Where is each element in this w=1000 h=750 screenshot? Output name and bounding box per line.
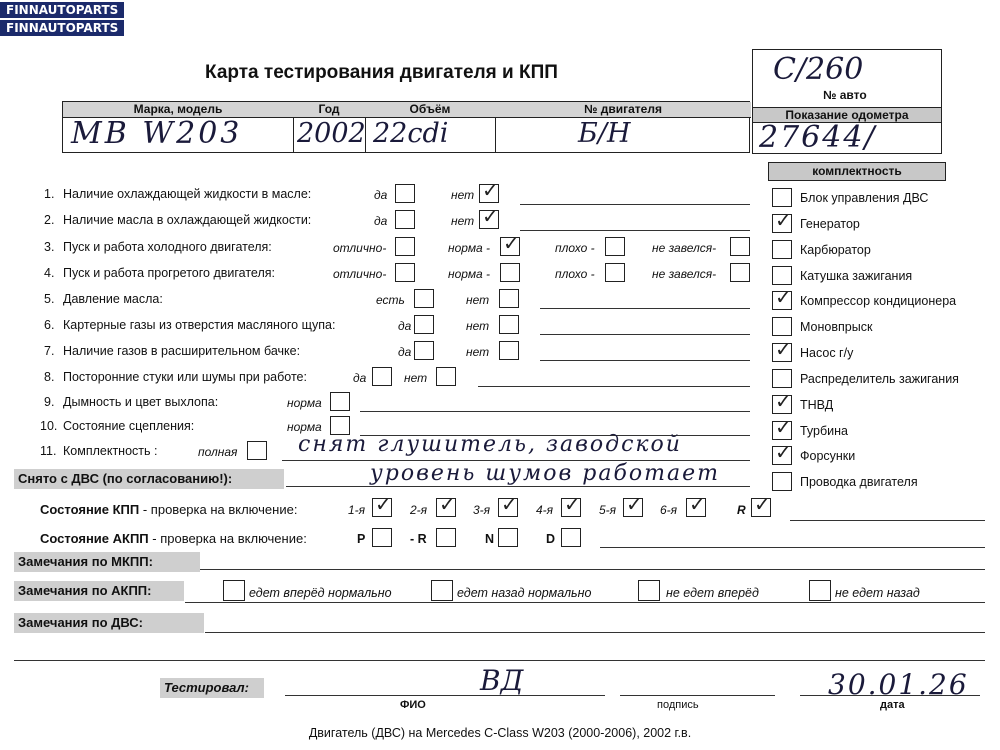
q8-opt-no-label: нет	[404, 371, 428, 385]
akpp-r-checkbox[interactable]	[436, 528, 456, 547]
akpp-forward-ok-label: едет вперёд нормально	[249, 586, 392, 600]
q2-opt-no-label: нет	[451, 214, 475, 228]
check-mark-icon: ✓	[775, 415, 792, 439]
q5-yes-checkbox[interactable]	[414, 289, 434, 308]
q5-label: Давление масла:	[63, 292, 163, 306]
q3-nostart-checkbox[interactable]	[730, 237, 750, 256]
odometer-value: 27644/	[759, 120, 877, 155]
check-mark-icon: ✓	[689, 492, 706, 516]
komplekt-ecu-checkbox[interactable]	[772, 188, 792, 207]
q9-opt-normal-label: норма	[287, 396, 322, 410]
q2-label: Наличие масла в охлаждающей жидкости:	[63, 213, 312, 227]
q6-opt-yes-label: да	[398, 319, 412, 333]
gear-3-checkbox[interactable]	[498, 492, 518, 517]
q1-opt-yes-label: да	[374, 188, 388, 202]
q4-excellent-checkbox[interactable]	[395, 263, 415, 282]
fio-label: ФИО	[400, 699, 426, 711]
komplekt-generator-label: Генератор	[800, 217, 860, 231]
akpp-d-label: D	[546, 532, 556, 546]
komplekt-wiring-label: Проводка двигателя	[800, 475, 918, 489]
q11-opt-full-label: полная	[198, 445, 238, 459]
q11-label: Комплектность :	[63, 444, 158, 458]
gear-4-checkbox[interactable]	[561, 492, 581, 517]
komplekt-tnvd-label: ТНВД	[800, 398, 834, 412]
q9-number: 9.	[44, 395, 55, 409]
komplekt-carburetor-label: Карбюратор	[800, 243, 871, 257]
akpp-d-checkbox[interactable]	[561, 528, 581, 547]
komplekt-distributor-label: Распределитель зажигания	[800, 372, 959, 386]
komplekt-wiring-checkbox[interactable]	[772, 472, 792, 491]
akpp-p-label: P	[357, 532, 366, 546]
handwritten-note-line2: уровень шумов работает	[370, 461, 720, 486]
check-mark-icon: ✓	[503, 231, 520, 255]
q9-normal-checkbox[interactable]	[330, 392, 350, 411]
document-title: Карта тестирования двигателя и КПП	[205, 62, 558, 83]
gear-3-label: 3-я	[473, 503, 491, 517]
volume-value: 22cdi	[373, 118, 449, 149]
komplekt-ps-pump-label: Насос г/у	[800, 346, 854, 360]
check-mark-icon: ✓	[775, 208, 792, 232]
komplekt-ecu-label: Блок управления ДВС	[800, 191, 929, 205]
komplekt-ps-pump-checkbox[interactable]	[772, 337, 792, 362]
akpp-reverse-ok-checkbox[interactable]	[431, 580, 453, 601]
komplekt-ac-compressor-checkbox[interactable]	[772, 285, 792, 310]
q9-label: Дымность и цвет выхлопа:	[63, 395, 219, 409]
q1-no-checkbox[interactable]	[479, 178, 499, 203]
check-mark-icon: ✓	[775, 337, 792, 361]
q11-full-checkbox[interactable]	[247, 441, 267, 460]
q3-excellent-checkbox[interactable]	[395, 237, 415, 256]
q2-opt-yes-label: да	[374, 214, 388, 228]
removed-from-dvs-label: Снято с ДВС (по согласованию!):	[14, 469, 284, 489]
check-mark-icon: ✓	[501, 492, 518, 516]
gear-1-checkbox[interactable]	[372, 492, 392, 517]
akpp-r-label: - R	[410, 532, 427, 546]
remarks-akpp-label: Замечания по АКПП:	[14, 581, 184, 601]
header-col-volume: Объём	[365, 102, 496, 118]
gear-2-label: 2-я	[410, 503, 428, 517]
q5-no-checkbox[interactable]	[499, 289, 519, 308]
date-label: дата	[880, 699, 905, 711]
kpp-label-bold: Состояние КПП	[40, 502, 140, 517]
q8-opt-yes-label: да	[353, 371, 367, 385]
watermark-logo: FINNAUTOPARTS	[0, 20, 124, 36]
q2-no-checkbox[interactable]	[479, 204, 499, 229]
check-mark-icon: ✓	[775, 440, 792, 464]
q1-number: 1.	[44, 187, 55, 201]
q4-opt-bad-label: плохо -	[555, 267, 595, 281]
komplekt-mono-injection-label: Моновпрыск	[800, 320, 873, 334]
tested-by-value: ВД	[480, 664, 524, 697]
akpp-p-checkbox[interactable]	[372, 528, 392, 547]
q8-yes-checkbox[interactable]	[372, 367, 392, 386]
q2-yes-checkbox[interactable]	[395, 210, 415, 229]
gear-1-label: 1-я	[348, 503, 366, 517]
car-number-box	[752, 49, 942, 109]
year-value: 2002	[297, 118, 366, 149]
komplekt-injectors-label: Форсунки	[800, 449, 856, 463]
q7-no-checkbox[interactable]	[499, 341, 519, 360]
q3-opt-nostart-label: не завелся-	[652, 241, 717, 255]
kpp-label-rest: - проверка на включение:	[139, 502, 298, 517]
akpp-n-checkbox[interactable]	[498, 528, 518, 547]
komplekt-generator-checkbox[interactable]	[772, 208, 792, 233]
q4-opt-nostart-label: не завелся-	[652, 267, 717, 281]
akpp-no-forward-label: не едет вперёд	[666, 586, 759, 600]
q4-bad-checkbox[interactable]	[605, 263, 625, 282]
q1-label: Наличие охлаждающей жидкости в масле:	[63, 187, 312, 201]
odometer-box	[752, 122, 942, 154]
gear-6-checkbox[interactable]	[686, 492, 706, 517]
akpp-reverse-ok-label: едет назад нормально	[457, 586, 592, 600]
q6-yes-checkbox[interactable]	[414, 315, 434, 334]
signature-label: подпись	[657, 699, 699, 711]
q7-yes-checkbox[interactable]	[414, 341, 434, 360]
engine-number-value: Б/Н	[578, 118, 631, 149]
komplekt-carburetor-checkbox[interactable]	[772, 240, 792, 259]
akpp-no-reverse-label: не едет назад	[835, 586, 920, 600]
q6-number: 6.	[44, 318, 55, 332]
gear-2-checkbox[interactable]	[436, 492, 456, 517]
q8-label: Посторонние стуки или шумы при работе:	[63, 370, 307, 384]
header-table	[62, 101, 750, 153]
komplekt-coil-label: Катушка зажигания	[800, 269, 913, 283]
q8-number: 8.	[44, 370, 55, 384]
gear-6-label: 6-я	[660, 503, 678, 517]
car-number-value: C/260	[773, 52, 864, 87]
q3-label: Пуск и работа холодного двигателя:	[63, 240, 272, 254]
akpp-label	[40, 531, 307, 546]
model-value: MB W203	[71, 116, 243, 151]
komplekt-turbo-checkbox[interactable]	[772, 415, 792, 440]
q3-opt-normal-label: норма -	[448, 241, 491, 255]
check-mark-icon: ✓	[482, 178, 499, 202]
header-col-year: Год	[293, 102, 366, 118]
q4-normal-checkbox[interactable]	[500, 263, 520, 282]
akpp-label-rest: - проверка на включение:	[148, 531, 307, 546]
image-caption: Двигатель (ДВС) на Mercedes C-Class W203 (2000-2006), 2002 г.в.	[308, 726, 692, 740]
date-value: 30.01.26	[828, 668, 969, 701]
q6-label: Картерные газы из отверстия масляного щупа:	[63, 318, 336, 332]
gear-4-label: 4-я	[536, 503, 554, 517]
q4-number: 4.	[44, 266, 55, 280]
header-col-engine: № двигателя	[495, 102, 751, 118]
q10-number: 10.	[40, 419, 58, 433]
q3-bad-checkbox[interactable]	[605, 237, 625, 256]
komplekt-mono-injection-checkbox[interactable]	[772, 317, 792, 336]
q3-opt-bad-label: плохо -	[555, 241, 595, 255]
q1-opt-no-label: нет	[451, 188, 475, 202]
q3-number: 3.	[44, 240, 55, 254]
akpp-forward-ok-checkbox[interactable]	[223, 580, 245, 601]
handwritten-note-line1: снят глушитель, заводской	[298, 432, 682, 457]
q4-opt-excellent-label: отлично-	[333, 267, 387, 281]
gear-r-label: R	[737, 503, 746, 517]
q5-number: 5.	[44, 292, 55, 306]
komplekt-title: комплектность	[768, 162, 946, 181]
gear-5-checkbox[interactable]	[623, 492, 643, 517]
tested-by-label: Тестировал:	[160, 678, 264, 698]
q6-opt-no-label: нет	[466, 319, 490, 333]
check-mark-icon: ✓	[754, 492, 771, 516]
q1-yes-checkbox[interactable]	[395, 184, 415, 203]
q7-opt-no-label: нет	[466, 345, 490, 359]
check-mark-icon: ✓	[775, 389, 792, 413]
q3-opt-excellent-label: отлично-	[333, 241, 387, 255]
q4-nostart-checkbox[interactable]	[730, 263, 750, 282]
q5-opt-no-label: нет	[466, 293, 490, 307]
q4-label: Пуск и работа прогретого двигателя:	[63, 266, 275, 280]
check-mark-icon: ✓	[439, 492, 456, 516]
q4-opt-normal-label: норма -	[448, 267, 491, 281]
komplekt-injectors-checkbox[interactable]	[772, 440, 792, 465]
check-mark-icon: ✓	[482, 204, 499, 228]
q7-number: 7.	[44, 344, 55, 358]
akpp-no-forward-checkbox[interactable]	[638, 580, 660, 601]
header-col-model: Марка, модель	[63, 102, 294, 118]
check-mark-icon: ✓	[564, 492, 581, 516]
komplekt-tnvd-checkbox[interactable]	[772, 389, 792, 414]
komplekt-distributor-checkbox[interactable]	[772, 369, 792, 388]
q2-number: 2.	[44, 213, 55, 227]
akpp-n-label: N	[485, 532, 495, 546]
komplekt-ac-compressor-label: Компрессор кондиционера	[800, 294, 957, 308]
watermark-logo: FINNAUTOPARTS	[0, 2, 124, 18]
q8-no-checkbox[interactable]	[436, 367, 456, 386]
kpp-label	[40, 502, 297, 517]
akpp-label-bold: Состояние АКПП	[40, 531, 149, 546]
check-mark-icon: ✓	[375, 492, 392, 516]
q7-label: Наличие газов в расширительном бачке:	[63, 344, 301, 358]
q3-normal-checkbox[interactable]	[500, 231, 520, 256]
remarks-mkpp-label: Замечания по МКПП:	[14, 552, 200, 572]
komplekt-turbo-label: Турбина	[800, 424, 848, 438]
gear-r-checkbox[interactable]	[751, 492, 771, 517]
q11-number: 11.	[40, 444, 57, 458]
gear-5-label: 5-я	[599, 503, 617, 517]
q6-no-checkbox[interactable]	[499, 315, 519, 334]
komplekt-coil-checkbox[interactable]	[772, 266, 792, 285]
car-number-label: № авто	[823, 88, 867, 102]
akpp-no-reverse-checkbox[interactable]	[809, 580, 831, 601]
q5-opt-yes-label: есть	[376, 293, 405, 307]
check-mark-icon: ✓	[626, 492, 643, 516]
q10-label: Состояние сцепления:	[63, 419, 195, 433]
q10-opt-normal-label: норма	[287, 420, 322, 434]
check-mark-icon: ✓	[775, 285, 792, 309]
q7-opt-yes-label: да	[398, 345, 412, 359]
remarks-dvs-label: Замечания по ДВС:	[14, 613, 204, 633]
odometer-label: Показание одометра	[752, 107, 942, 123]
